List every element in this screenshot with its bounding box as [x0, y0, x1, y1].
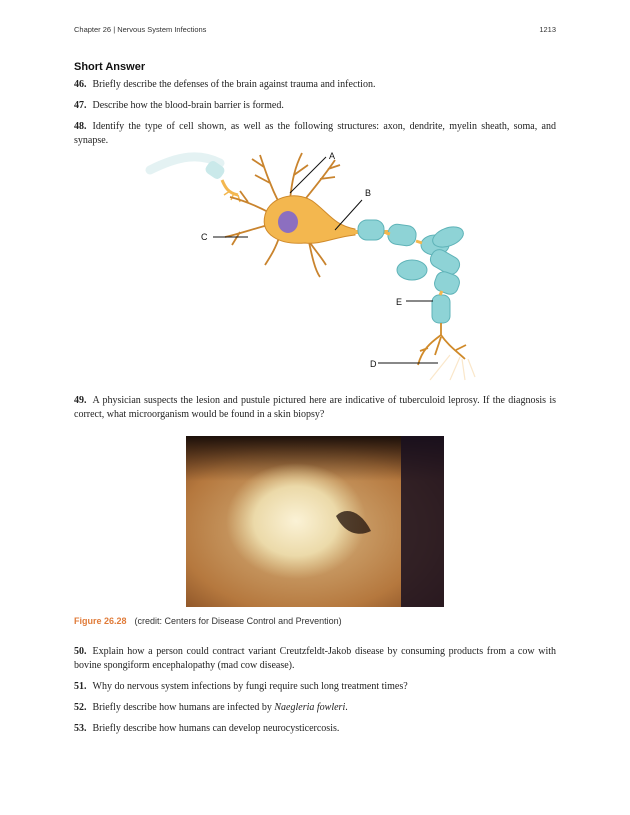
question-number: 51.: [74, 681, 87, 692]
presynaptic-axon: [150, 157, 226, 181]
label-b: B: [365, 188, 372, 198]
question-53: [74, 722, 556, 736]
figure-credit: (credit: Centers for Disease Control and Prevention): [134, 616, 342, 626]
myelin-sheath: [358, 220, 466, 323]
question-text: A physician suspects the lesion and pustule pictured here are indicative of tuberculoid leprosy. If the diagnosis is correct, what microorganism would be found in a skin biopsy?: [74, 395, 556, 420]
question-text: Explain how a person could contract variant Creutzfeldt-Jakob disease by consuming products from a cow with bovine spongiform encephalopathy (mad cow disease).: [74, 646, 556, 671]
question-text: Briefly describe the defenses of the brain against trauma and infection.: [92, 79, 376, 90]
soma: [264, 196, 355, 244]
question-number: 52.: [74, 702, 87, 713]
question-text: Describe how the blood-brain barrier is formed.: [92, 100, 284, 111]
question-text: Briefly describe how humans are infected by: [92, 702, 275, 713]
question-text: Briefly describe how humans can develop neurocysticercosis.: [92, 723, 340, 734]
figure-caption: [74, 616, 342, 626]
organism-name: Naegleria fowleri: [274, 702, 346, 713]
question-51: [74, 680, 556, 694]
question-number: 50.: [74, 646, 87, 657]
postsynaptic-cell: [430, 355, 475, 380]
question-number: 47.: [74, 100, 87, 111]
question-text: Identify the type of cell shown, as well as the following structures: axon, dendrite, myelin sheath, soma, and synapse.: [74, 121, 556, 146]
running-header-chapter: Chapter 26 | Nervous System Infections: [74, 25, 207, 34]
question-47: [74, 99, 556, 113]
question-49: [74, 394, 556, 421]
leader-line-b: [335, 200, 362, 230]
question-text-end: .: [345, 702, 348, 713]
question-48: [74, 120, 556, 147]
label-e: E: [396, 297, 403, 307]
section-title: Short Answer: [74, 61, 146, 73]
question-number: 49.: [74, 395, 87, 406]
leprosy-lesion-photo: [186, 436, 444, 607]
neuron-diagram: [130, 145, 500, 385]
question-number: 53.: [74, 723, 87, 734]
question-text: Why do nervous system infections by fungi require such long treatment times?: [92, 681, 408, 692]
question-50: [74, 645, 556, 672]
page-number: 1213: [539, 25, 556, 34]
question-number: 46.: [74, 79, 87, 90]
label-c: C: [201, 232, 208, 242]
figure-label: Figure 26.28: [74, 616, 127, 626]
label-a: A: [329, 151, 336, 161]
question-46: [74, 78, 556, 92]
label-d: D: [370, 359, 377, 369]
nucleus: [278, 211, 298, 233]
question-number: 48.: [74, 121, 87, 132]
question-52: [74, 701, 556, 715]
